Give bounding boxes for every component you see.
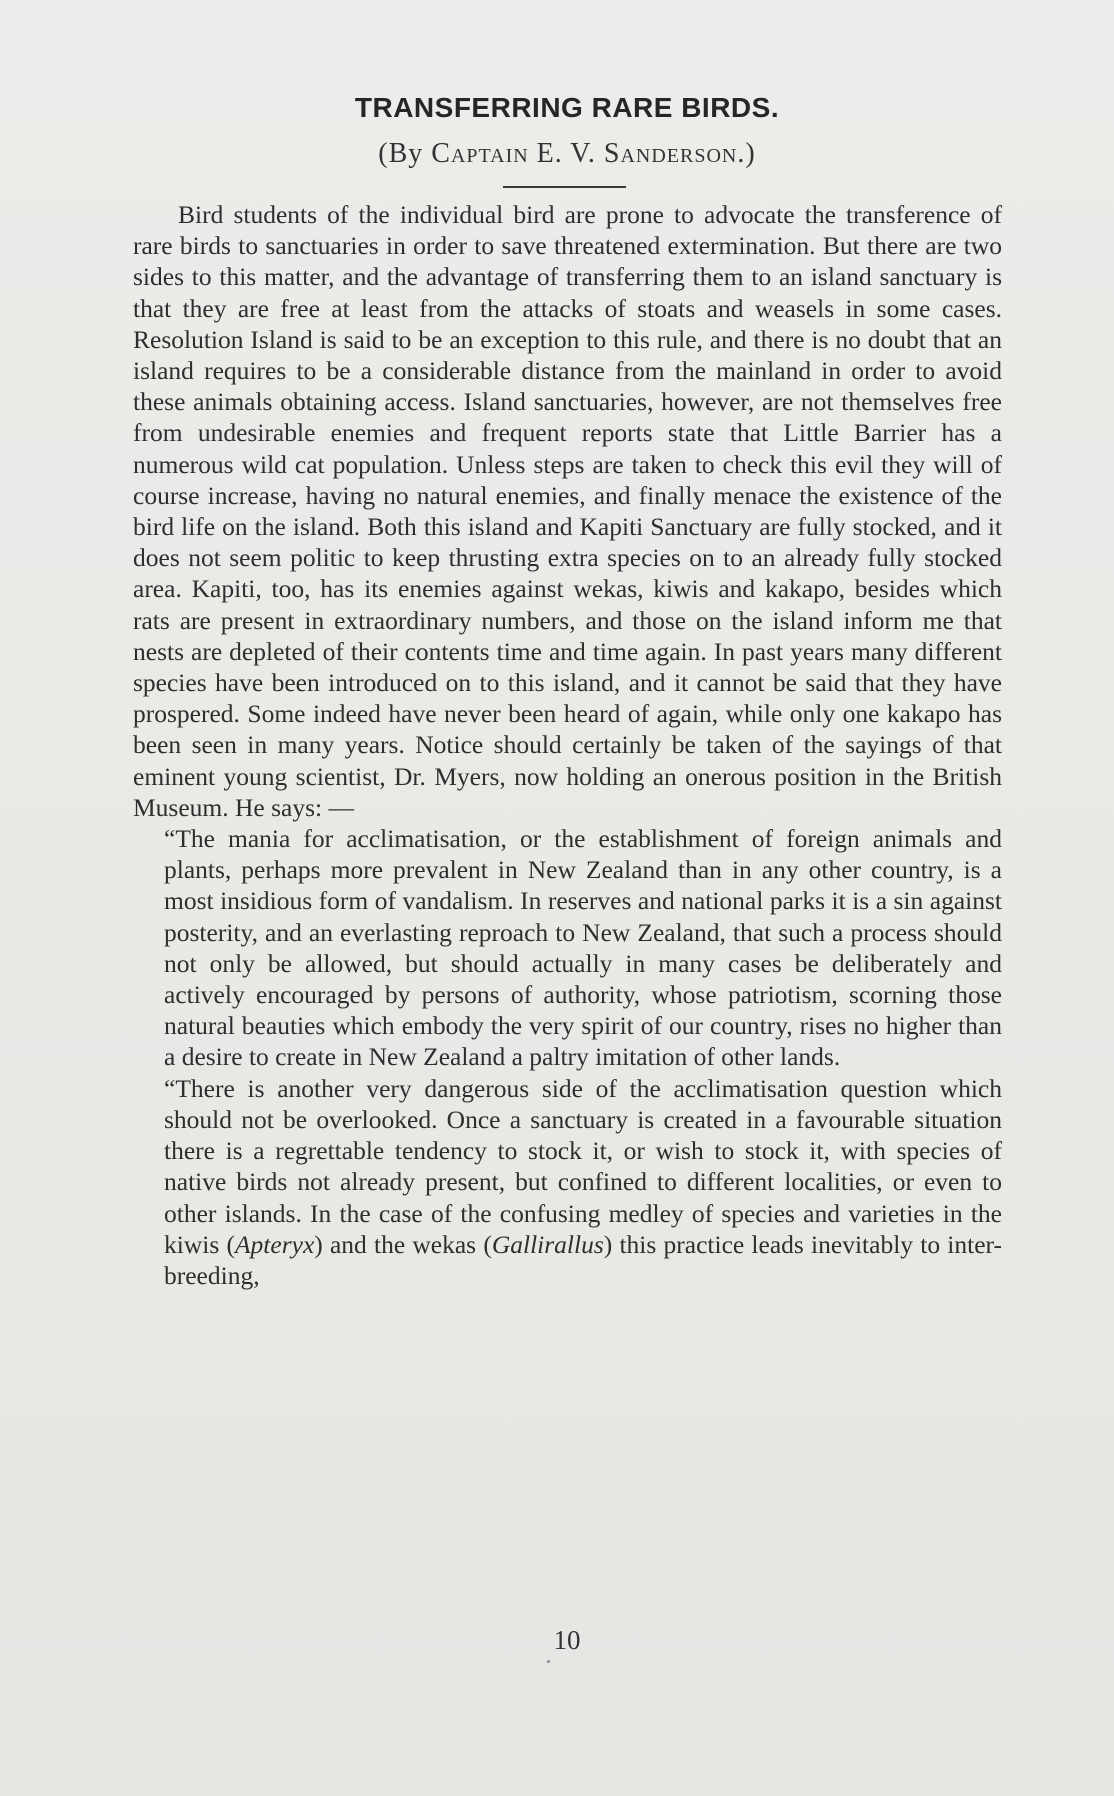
quote-paragraph-2 xyxy=(164,1073,1002,1291)
genus-apteryx: Apteryx xyxy=(234,1229,315,1259)
article-byline xyxy=(0,138,1114,170)
byline-close: ) xyxy=(745,138,756,169)
quote-2-text-middle: ) and the wekas ( xyxy=(314,1229,492,1259)
paper-speck xyxy=(547,1660,550,1663)
page-number: 10 xyxy=(553,1625,581,1655)
quote-paragraph-1 xyxy=(164,823,1002,1073)
byline-author: Captain E. V. Sanderson. xyxy=(431,138,746,169)
body-paragraph-1: Bird students of the individual bird are prone to advocate the transference of rare birds to sanctuaries in order to save threatened extermination. But there are two sides to this matter, and the advantage of transferring them to an island sanctuary is that they are free at least from the attacks of stoats and weasels in some cases. Resolution Island is said to be an exception to this rule, and there is no doubt that an island requires to be a considerable distance from the mainland in order to avoid these animals obtaining access. Island sanctuaries, however, are not themselves free from undesirable enemies and frequent reports state that Little Barrier has a numerous wild cat population. Unless steps are taken to check this evil they will of course increase, having no natural enemies, and finally menace the existence of the bird life on the island. Both this island and Kapiti Sanctuary are fully stocked, and it does not seem politic to keep thrusting extra species on to an already fully stocked area. Kapiti, too, has its enemies against wekas, kiwis and kakapo, besides which rats are present in extraordinary numbers, and those on the island inform me that nests are depleted of their contents time and time again. In past years many different species have been introduced on to this island, and it cannot be said that they have prospered. Some indeed have never been heard of again, while only one kakapo has been seen in many years. Notice should certainly be taken of the sayings of that eminent young scientist, Dr. Myers, now holding an onerous position in the British Museum. He says: — xyxy=(133,200,1002,822)
article-title: TRANSFERRING RARE BIRDS. xyxy=(354,92,780,123)
title-divider xyxy=(503,186,626,188)
quote-1-text: “The mania for acclimatisation, or the establishment of foreign animals and plants, perhaps more prevalent in New Zealand than in any other country, is a most insidious form of vandalism. In reserves and national parks it is a sin against posterity, and an everlasting reproach to New Zealand, that such a process should not only be allowed, but should actually in many cases be deliberately and actively encouraged by persons of authority, whose patriotism, scorning those natural beauties which embody the very spirit of our country, rises no higher than a desire to create in New Zealand a paltry imitation of other lands. xyxy=(164,824,1002,1072)
genus-gallirallus: Gallirallus xyxy=(491,1229,604,1259)
quote-2-text-start: “There is another very dangerous side of the acclimatisation question which should not be overlooked. Once a sanctuary is created in a favourable situation there is a regrettable tendency to stock it, or wish to stock it, with species of native birds not already present, but confined to different localities, or even to other islands. In the case of the confusing medley of species and varieties in the kiwis ( xyxy=(164,1073,1002,1259)
quote-2-text-end: ) this practice leads inevitably to inter-breeding, xyxy=(164,1229,1003,1290)
article-body xyxy=(133,199,1002,1291)
byline-open: (By xyxy=(378,138,432,169)
